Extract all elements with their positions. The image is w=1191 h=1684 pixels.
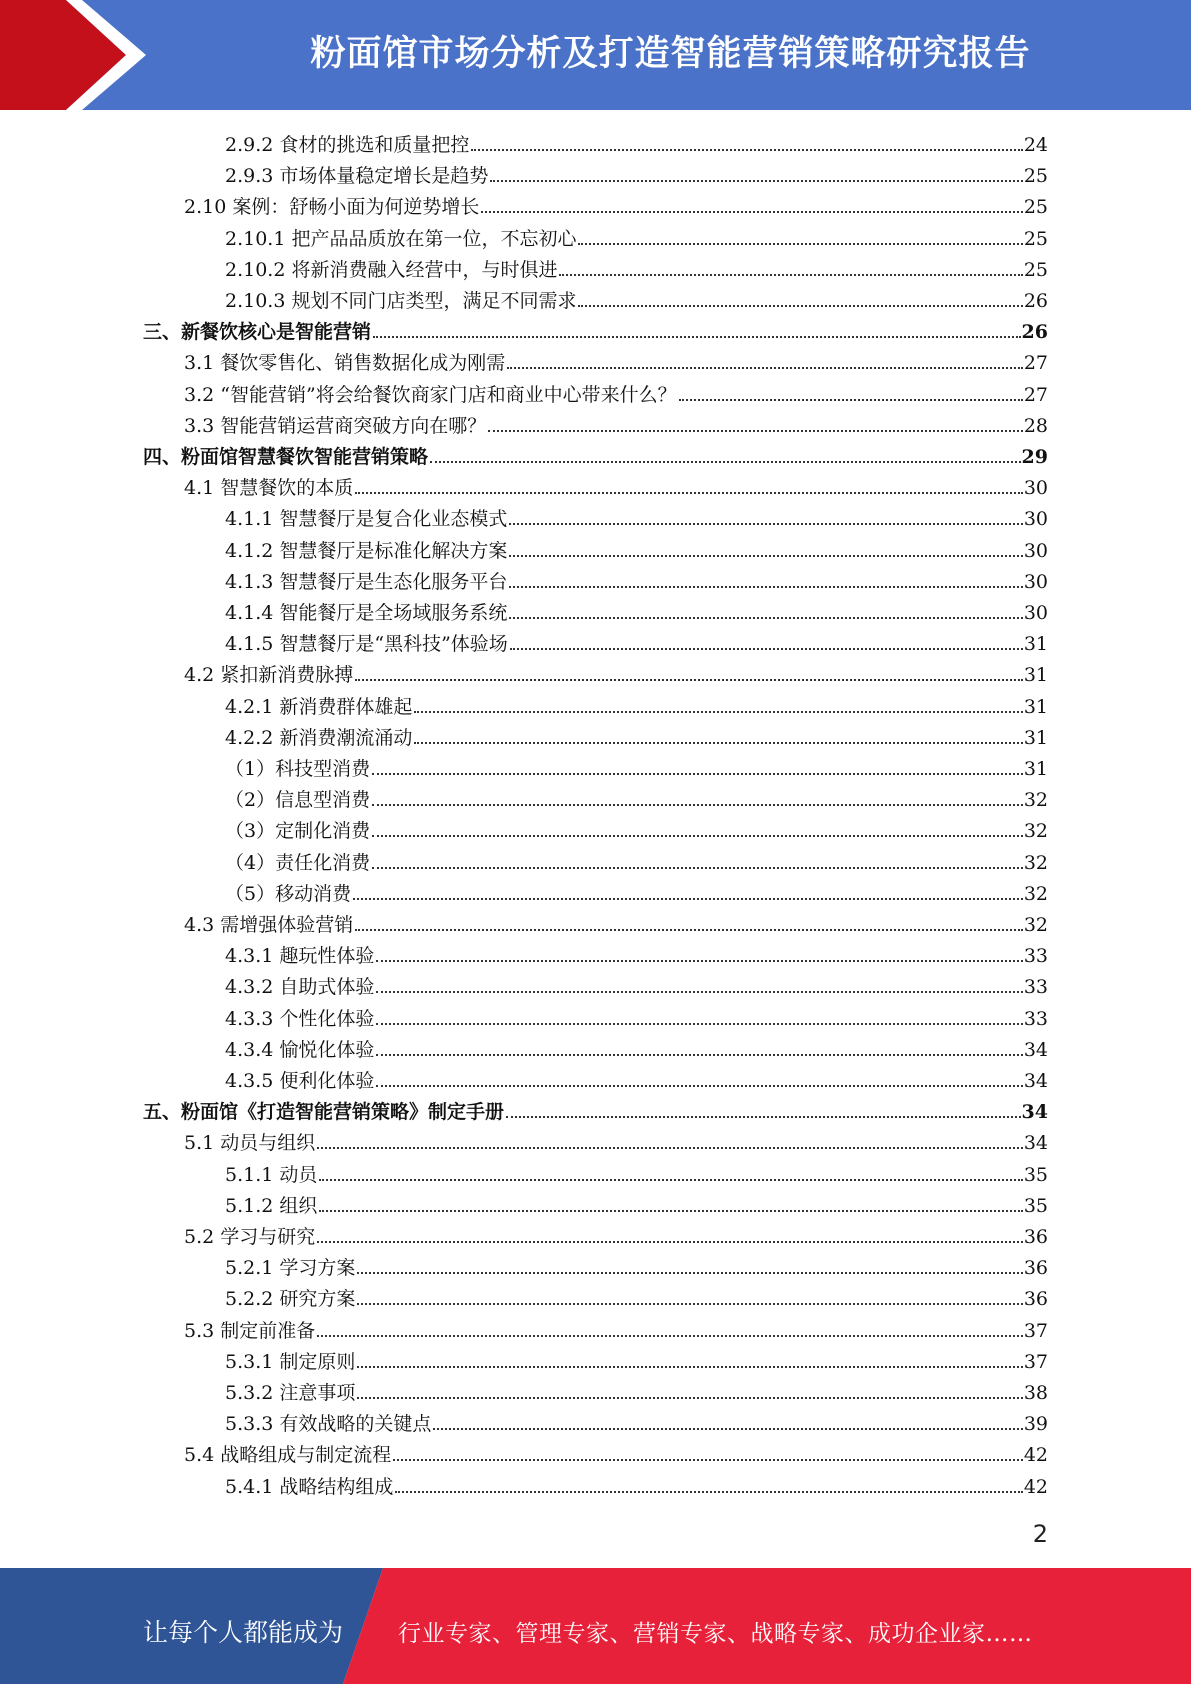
toc-entry-label: （1）科技型消费: [225, 758, 371, 780]
toc-entry-label: 5.3.1 制定原则: [225, 1350, 356, 1373]
toc-entry[interactable]: [225, 1188, 1048, 1219]
toc-entry-page: 33: [1023, 976, 1048, 999]
toc-entry[interactable]: [184, 1219, 1048, 1250]
toc-entry-page: 34: [1023, 1038, 1048, 1061]
toc-entry-label: 5.2.2 研究方案: [225, 1288, 356, 1311]
toc-entry[interactable]: [225, 501, 1048, 532]
toc-entry[interactable]: [225, 1406, 1048, 1437]
toc-entry-label: 5.1.2 组织: [225, 1194, 318, 1217]
toc-entry-page: 30: [1023, 570, 1048, 593]
toc-leader-dots: [376, 991, 1022, 993]
toc-entry[interactable]: [225, 1375, 1048, 1406]
toc-entry-page: 31: [1023, 695, 1048, 718]
toc-entry-page: 36: [1023, 1257, 1048, 1280]
toc-entry[interactable]: [143, 1094, 1048, 1125]
toc-entry[interactable]: [225, 158, 1048, 189]
toc-entry[interactable]: [143, 439, 1048, 470]
toc-entry-page: 29: [1021, 446, 1048, 468]
toc-entry-label: 4.1.5 智慧餐厅是“黑科技”体验场: [225, 633, 508, 656]
toc-entry[interactable]: [225, 876, 1048, 907]
toc-entry-page: 30: [1023, 602, 1048, 624]
toc-leader-dots: [414, 742, 1022, 744]
toc-entry-label: 4.3.5 便利化体验: [225, 1070, 375, 1092]
toc-entry-label: 4.1.3 智慧餐厅是生态化服务平台: [225, 570, 508, 593]
toc-entry-page: 36: [1023, 1288, 1048, 1311]
toc-entry[interactable]: [225, 1469, 1048, 1500]
toc-entry[interactable]: [225, 813, 1048, 844]
toc-leader-dots: [433, 1428, 1022, 1430]
toc-leader-dots: [357, 1272, 1022, 1274]
toc-entry-page: 33: [1023, 1007, 1048, 1030]
toc-entry[interactable]: [184, 1437, 1048, 1468]
toc-leader-dots: [376, 1023, 1022, 1025]
toc-entry[interactable]: [225, 845, 1048, 876]
toc-entry-label: 4.2.2 新消费潮流涌动: [225, 726, 413, 749]
toc-entry-label: 四、粉面馆智慧餐饮智能营销策略: [143, 446, 429, 468]
toc-entry-page: 25: [1023, 165, 1048, 188]
footer-slogan-right: 行业专家、管理专家、营销专家、战略专家、成功企业家……: [398, 1621, 1033, 1647]
toc-entry-label: 5.1 动员与组织: [184, 1132, 316, 1155]
toc-leader-dots: [353, 898, 1023, 900]
toc-entry-page: 31: [1023, 664, 1048, 687]
page-header: [0, 0, 1191, 110]
toc-entry-label: 2.9.3 市场体量稳定增长是趋势: [225, 165, 489, 188]
toc-leader-dots: [372, 867, 1023, 869]
toc-entry-label: 4.3.2 自助式体验: [225, 976, 375, 999]
toc-entry[interactable]: [184, 470, 1048, 501]
toc-leader-dots: [317, 1335, 1023, 1337]
toc-entry[interactable]: [225, 221, 1048, 252]
toc-leader-dots: [481, 211, 1022, 213]
toc-entry-page: 32: [1023, 789, 1048, 812]
toc-leader-dots: [507, 367, 1023, 369]
toc-leader-dots: [355, 929, 1023, 931]
toc-entry-page: 30: [1023, 477, 1048, 500]
toc-entry-label: 3.2 “智能营销”将会给餐饮商家门店和商业中心带来什么？: [184, 383, 677, 406]
toc-entry[interactable]: [225, 1344, 1048, 1375]
toc-entry-label: 4.2 紧扣新消费脉搏: [184, 664, 354, 687]
page-number: 2: [1032, 1520, 1048, 1548]
toc-entry-page: 25: [1023, 227, 1048, 250]
toc-leader-dots: [376, 960, 1022, 962]
toc-entry-page: 25: [1023, 258, 1048, 281]
toc-entry-label: 五、粉面馆《打造智能营销策略》制定手册: [143, 1101, 505, 1124]
toc-entry[interactable]: [225, 938, 1048, 969]
toc-entry[interactable]: [225, 720, 1048, 751]
toc-leader-dots: [471, 149, 1022, 151]
toc-entry-label: 5.2.1 学习方案: [225, 1257, 356, 1280]
toc-leader-dots: [372, 804, 1023, 806]
toc-leader-dots: [510, 648, 1023, 650]
toc-entry-page: 30: [1023, 539, 1048, 562]
toc-entry[interactable]: [225, 782, 1048, 813]
toc-leader-dots: [357, 1397, 1022, 1399]
toc-entry[interactable]: [225, 564, 1048, 595]
header-title: 粉面馆市场分析及打造智能营销策略研究报告: [310, 34, 1031, 74]
toc-leader-dots: [355, 679, 1023, 681]
toc-entry-page: 24: [1023, 134, 1048, 156]
toc-leader-dots: [357, 1366, 1022, 1368]
toc-leader-dots: [414, 711, 1022, 713]
toc-leader-dots: [376, 1085, 1022, 1087]
toc-entry[interactable]: [184, 377, 1048, 408]
toc-entry-label: 2.9.2 食材的挑选和质量把控: [225, 134, 470, 156]
toc-entry-page: 26: [1023, 290, 1048, 312]
toc-entry[interactable]: [225, 1157, 1048, 1188]
toc-entry[interactable]: [184, 907, 1048, 938]
toc-entry-label: 2.10.3 规划不同门店类型，满足不同需求: [225, 290, 577, 312]
toc-leader-dots: [373, 336, 1021, 338]
toc-entry-label: 5.3.2 注意事项: [225, 1382, 356, 1404]
toc-entry-page: 34: [1023, 1070, 1048, 1092]
toc-entry[interactable]: [225, 1281, 1048, 1312]
toc-entry[interactable]: [225, 689, 1048, 720]
toc-leader-dots: [509, 617, 1022, 619]
toc-leader-dots: [578, 305, 1022, 307]
toc-entry-label: 三、新餐饮核心是智能营销: [143, 321, 372, 344]
toc-entry-page: 32: [1023, 882, 1048, 905]
toc-leader-dots: [357, 1303, 1022, 1305]
toc-entry-label: （2）信息型消费: [225, 789, 371, 812]
toc-entry-label: 3.3 智能营销运营商突破方向在哪？: [184, 414, 487, 437]
toc-entry-page: 27: [1023, 383, 1048, 406]
toc-entry-label: （4）责任化消费: [225, 851, 371, 874]
toc-entry-page: 31: [1023, 758, 1048, 780]
toc-entry-page: 32: [1023, 820, 1048, 843]
toc-entry-label: 3.1 餐饮零售化、销售数据化成为刚需: [184, 352, 506, 375]
toc-entry-label: 2.10.2 将新消费融入经营中，与时俱进: [225, 258, 558, 281]
toc-entry[interactable]: [225, 595, 1048, 626]
toc-entry-page: 28: [1023, 414, 1048, 437]
toc-entry-page: 33: [1023, 945, 1048, 968]
toc-entry[interactable]: [184, 345, 1048, 376]
toc-entry[interactable]: [225, 252, 1048, 283]
toc-entry[interactable]: [184, 657, 1048, 688]
toc-leader-dots: [578, 243, 1022, 245]
toc-entry-page: 37: [1023, 1319, 1048, 1342]
toc-entry[interactable]: [184, 189, 1048, 220]
toc-leader-dots: [317, 1241, 1023, 1243]
toc-entry-page: 30: [1023, 508, 1048, 531]
toc-entry-label: 5.1.1 动员: [225, 1163, 318, 1186]
toc-entry-label: 4.3.1 趣玩性体验: [225, 945, 375, 968]
toc-entry-label: 5.4.1 战略结构组成: [225, 1475, 394, 1498]
toc-entry-label: 4.1.4 智能餐厅是全场域服务系统: [225, 602, 508, 624]
toc-entry-label: 5.3 制定前准备: [184, 1319, 316, 1342]
toc-entry[interactable]: [143, 314, 1048, 345]
toc-entry[interactable]: [225, 626, 1048, 657]
toc-entry-page: 32: [1023, 914, 1048, 936]
toc-leader-dots: [509, 586, 1022, 588]
toc-entry-label: 2.10 案例：舒畅小面为何逆势增长: [184, 196, 480, 219]
toc-entry-page: 36: [1023, 1226, 1048, 1248]
toc-entry-label: 5.4 战略组成与制定流程: [184, 1444, 392, 1467]
toc-entry-page: 32: [1023, 851, 1048, 874]
toc-entry[interactable]: [184, 1125, 1048, 1156]
toc-entry[interactable]: [225, 1001, 1048, 1032]
toc-entry-page: 39: [1023, 1413, 1048, 1436]
toc-entry-label: 4.3.3 个性化体验: [225, 1007, 375, 1030]
page-footer: [0, 1568, 1191, 1684]
toc-leader-dots: [506, 1116, 1021, 1118]
toc-entry-page: 31: [1023, 726, 1048, 749]
toc-entry-page: 35: [1023, 1194, 1048, 1217]
toc-entry-label: 5.2 学习与研究: [184, 1226, 316, 1248]
toc-entry[interactable]: [225, 1032, 1048, 1063]
toc-entry-page: 31: [1023, 633, 1048, 656]
toc-entry-page: 35: [1023, 1163, 1048, 1186]
toc-entry-page: 34: [1021, 1101, 1048, 1124]
toc-leader-dots: [430, 461, 1021, 463]
toc-entry-label: （5）移动消费: [225, 882, 352, 905]
toc-leader-dots: [395, 1491, 1022, 1493]
toc-entry[interactable]: [225, 283, 1048, 314]
toc-entry[interactable]: [225, 533, 1048, 564]
toc-entry-page: 42: [1023, 1475, 1048, 1498]
toc-leader-dots: [372, 835, 1023, 837]
toc-entry-label: 5.3.3 有效战略的关键点: [225, 1413, 432, 1436]
toc-entry-page: 42: [1023, 1444, 1048, 1467]
toc-entry-label: 2.10.1 把产品品质放在第一位，不忘初心: [225, 227, 577, 250]
toc-entry[interactable]: [225, 127, 1048, 158]
toc-leader-dots: [509, 523, 1022, 525]
toc-entry-page: 26: [1021, 321, 1048, 344]
toc-entry-label: （3）定制化消费: [225, 820, 371, 843]
toc-entry[interactable]: [225, 751, 1048, 782]
toc-entry-page: 27: [1023, 352, 1048, 375]
toc-leader-dots: [355, 492, 1023, 494]
toc-entry-page: 25: [1023, 196, 1048, 219]
toc-leader-dots: [372, 773, 1023, 775]
toc-leader-dots: [393, 1459, 1023, 1461]
toc-entry-page: 34: [1023, 1132, 1048, 1155]
toc-entry-page: 37: [1023, 1350, 1048, 1373]
toc-entry-label: 4.1.2 智慧餐厅是标准化解决方案: [225, 539, 508, 562]
toc-leader-dots: [488, 430, 1023, 432]
toc-leader-dots: [509, 555, 1022, 557]
toc-entry-page: 38: [1023, 1382, 1048, 1404]
toc-leader-dots: [559, 274, 1022, 276]
toc-leader-dots: [319, 1179, 1022, 1181]
toc-leader-dots: [376, 1054, 1022, 1056]
toc-entry-label: 4.3 需增强体验营销: [184, 914, 354, 936]
toc-entry-label: 4.1 智慧餐饮的本质: [184, 477, 354, 500]
toc-entry[interactable]: [184, 408, 1048, 439]
toc-entry-label: 4.3.4 愉悦化体验: [225, 1038, 375, 1061]
toc-leader-dots: [319, 1210, 1022, 1212]
toc-leader-dots: [317, 1147, 1023, 1149]
toc-leader-dots: [679, 399, 1023, 401]
toc-entry-label: 4.2.1 新消费群体雄起: [225, 695, 413, 718]
toc-entry[interactable]: [225, 1063, 1048, 1094]
toc-leader-dots: [490, 180, 1022, 182]
footer-slogan-left: 让每个人都能成为: [143, 1618, 344, 1647]
toc-entry[interactable]: [225, 969, 1048, 1000]
toc-entry-label: 4.1.1 智慧餐厅是复合化业态模式: [225, 508, 508, 531]
toc-entry[interactable]: [184, 1313, 1048, 1344]
toc-entry[interactable]: [225, 1250, 1048, 1281]
